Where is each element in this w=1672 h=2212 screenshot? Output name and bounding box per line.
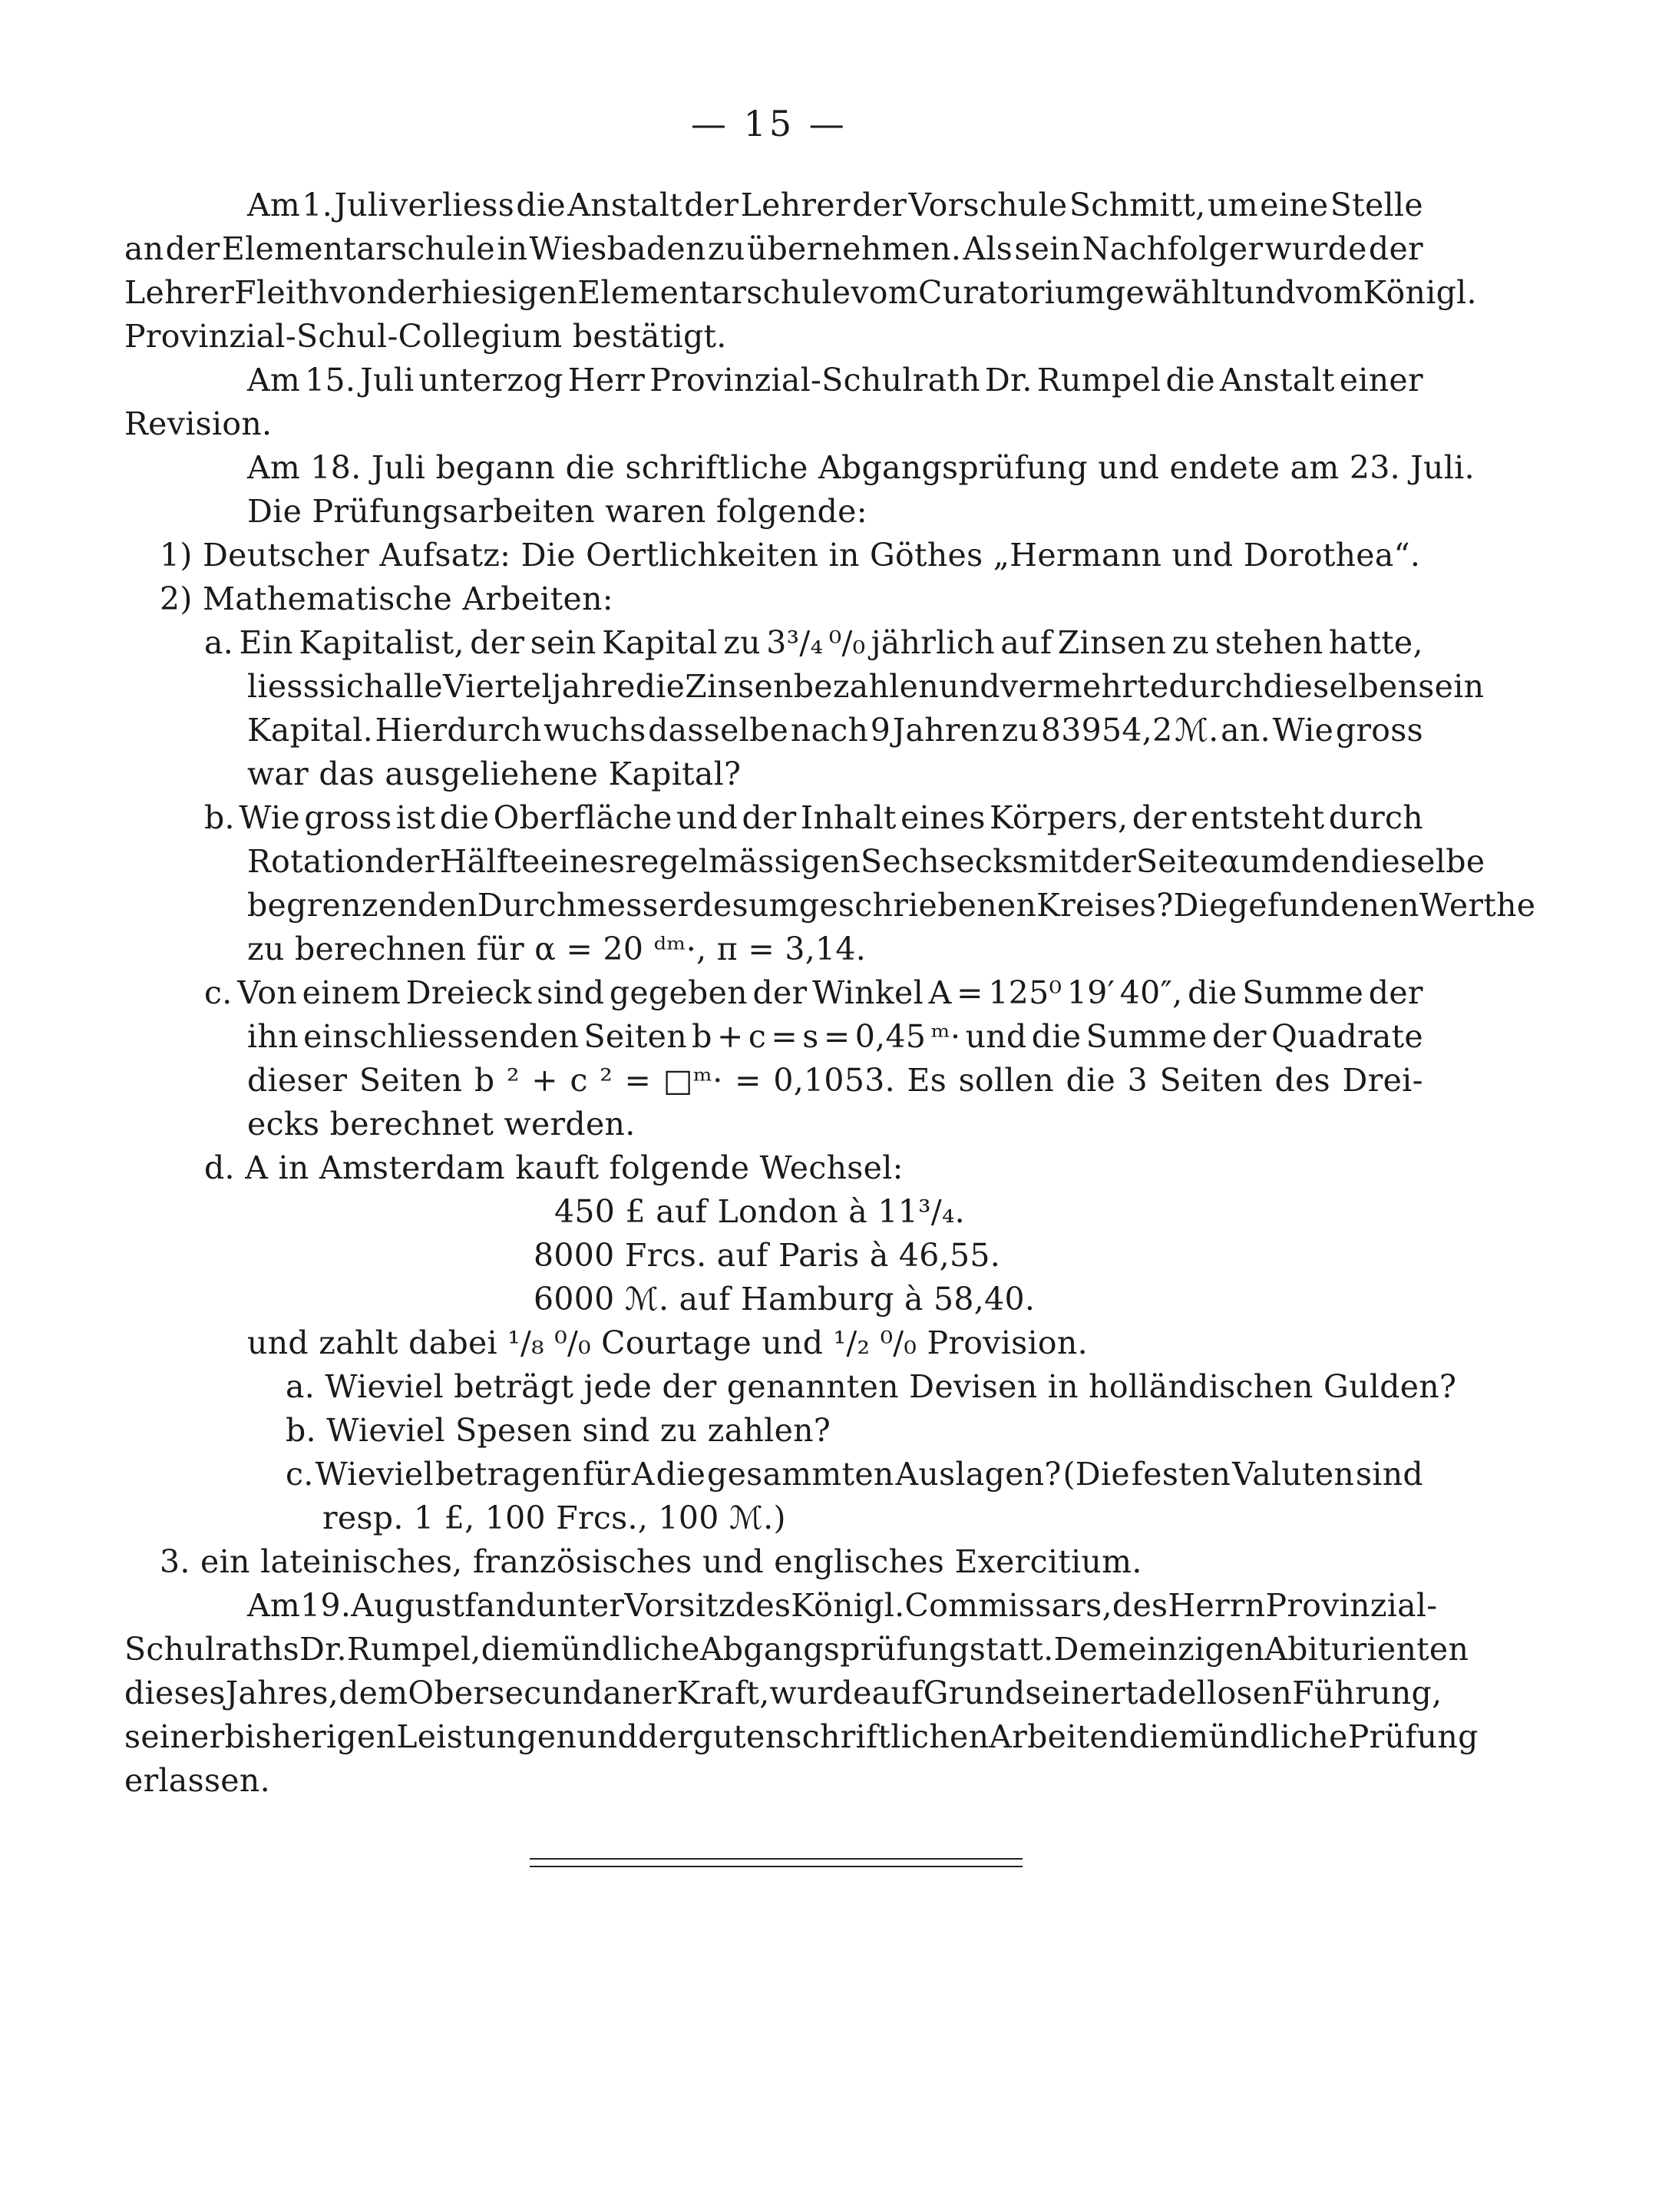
bill-line: 6000 ℳ. auf Hamburg à 58,40. — [534, 1281, 1036, 1318]
paragraph-line: Revision. — [124, 405, 273, 442]
list-item: 1) Deutscher Aufsatz: Die Oertlichkeiten in Göthes „Hermann und Dorothea“. — [160, 537, 1421, 574]
problem-line: liess sich alle Vierteljahre die Zinsen bezahlen und vermehrte durch dieselben sein — [247, 668, 1485, 705]
paragraph-line: erlassen. — [124, 1762, 270, 1799]
problem-line: begrenzenden Durchmesser des umgeschriebenen Kreises? Die gefundenen Werthe — [247, 887, 1536, 924]
page-number: — 15 — — [691, 103, 848, 144]
paragraph-line: dieses Jahres, dem Obersecundaner Kraft, wurde auf Grund seiner tadellosen Führung, — [124, 1675, 1442, 1711]
list-item: 2) Mathematische Arbeiten: — [160, 580, 613, 617]
problem-line: war das ausgeliehene Kapital? — [247, 756, 742, 792]
problem-line: zu berechnen für α = 20 ᵈᵐ·, π = 3,14. — [247, 931, 867, 967]
problem-line: ihn einschliessenden Seiten b + c = s = 0,45 ᵐ· und die Summe der Quadrate — [247, 1018, 1423, 1055]
question-line: b. Wieviel Spesen sind zu zahlen? — [286, 1412, 831, 1449]
paragraph-line: seiner bisherigen Leistungen und der guten schriftlichen Arbeiten die mündliche Prüfung — [124, 1718, 1479, 1755]
paragraph-line: an der Elementarschule in Wiesbaden zu übernehmen. Als sein Nachfolger wurde der — [124, 230, 1423, 267]
problem-line: c. Von einem Dreieck sind gegeben der Winkel A = 125⁰ 19′ 40″, die Summe der — [204, 974, 1423, 1011]
closing-rule-bottom — [530, 1866, 1023, 1867]
list-item: 3. ein lateinisches, französisches und englisches Exercitium. — [160, 1543, 1142, 1580]
paragraph-line: Provinzial-Schul-Collegium bestätigt. — [124, 318, 727, 355]
problem-line: Kapital. Hierdurch wuchs dasselbe nach 9 Jahren zu 83954,2 ℳ. an. Wie gross — [247, 712, 1423, 749]
paragraph-line: Am 1. Juli verliess die Anstalt der Lehrer der Vorschule Schmitt, um eine Stelle — [247, 187, 1423, 223]
question-line: c. Wieviel betragen für A die gesammten Auslagen? (Die festen Valuten sind — [286, 1456, 1423, 1493]
closing-rule-top — [530, 1858, 1023, 1860]
problem-line: d. A in Amsterdam kauft folgende Wechsel: — [204, 1149, 904, 1186]
paragraph-line: Am 15. Juli unterzog Herr Provinzial-Schulrath Dr. Rumpel die Anstalt einer — [247, 362, 1423, 398]
problem-line: ecks berechnet werden. — [247, 1106, 636, 1142]
paragraph-line: Am 18. Juli begann die schriftliche Abgangsprüfung und endete am 23. Juli. — [247, 449, 1475, 486]
bill-line: 8000 Frcs. auf Paris à 46,55. — [534, 1237, 1001, 1274]
question-line: resp. 1 £, 100 Frcs., 100 ℳ.) — [322, 1499, 786, 1536]
question-line: a. Wieviel beträgt jede der genannten Devisen in holländischen Gulden? — [286, 1368, 1457, 1405]
paragraph-line: Am 19. August fand unter Vorsitz des Königl. Commissars, des Herrn Provinzial- — [247, 1587, 1438, 1624]
paragraph-line: Die Prüfungsarbeiten waren folgende: — [247, 493, 867, 530]
problem-line: und zahlt dabei ¹/₈ ⁰/₀ Courtage und ¹/₂ ⁰/₀ Provision. — [247, 1324, 1088, 1361]
problem-line: Rotation der Hälfte eines regelmässigen Sechsecks mit der Seite α um den dieselbe — [247, 843, 1485, 880]
bill-line: 450 £ auf London à 11³/₄. — [554, 1193, 966, 1230]
problem-line: a. Ein Kapitalist, der sein Kapital zu 3³/₄ ⁰/₀ jährlich auf Zinsen zu stehen hatte, — [204, 624, 1423, 661]
problem-line: b. Wie gross ist die Oberfläche und der Inhalt eines Körpers, der entsteht durch — [204, 799, 1423, 836]
paragraph-line: Lehrer Fleith von der hiesigen Elementarschule vom Curatorium gewählt und vom Königl. — [124, 274, 1477, 311]
paragraph-line: Schulraths Dr. Rumpel, die mündliche Abgangsprüfung statt. Dem einzigen Abiturienten — [124, 1631, 1469, 1668]
problem-line: dieser Seiten b ² + c ² = □ᵐ· = 0,1053. Es sollen die 3 Seiten des Drei- — [247, 1062, 1423, 1099]
